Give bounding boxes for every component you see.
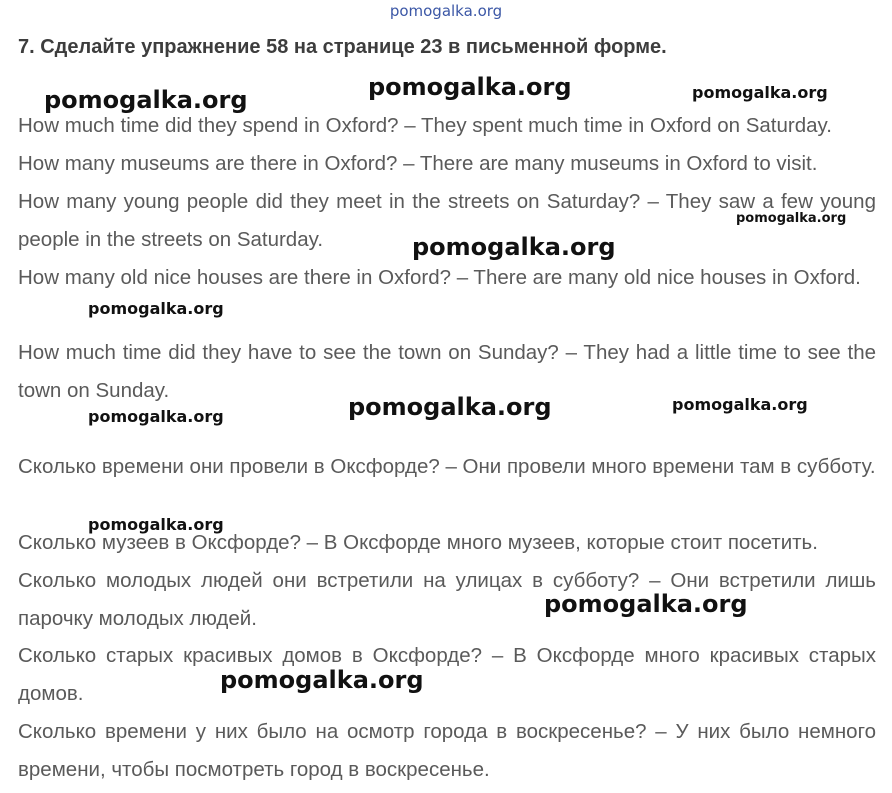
site-link[interactable]: pomogalka.org xyxy=(389,2,503,20)
russian-answer-5: Сколько времени у них было на осмотр города в воскресенье? – У них было немного времени, чтобы посмотреть город в воскресенье. xyxy=(18,720,876,781)
english-answer-4: How many old nice houses are there in Oxford? – There are many old nice houses in Oxford. xyxy=(18,266,861,289)
english-answer-1: How much time did they spend in Oxford? – They spent much time in Oxford on Saturday. xyxy=(18,114,832,137)
watermark: pomogalka.org xyxy=(692,83,828,102)
watermark: pomogalka.org xyxy=(88,299,224,318)
exercise-title: 7. Сделайте упражнение 58 на странице 23 в письменной форме. xyxy=(18,36,667,58)
english-answer-5: How much time did they have to see the town on Sunday? – They had a little time to see the town on Sunday. xyxy=(18,341,876,402)
russian-answer-4: Сколько старых красивых домов в Оксфорде? – В Оксфорде много красивых старых домов. xyxy=(18,644,876,705)
watermark: pomogalka.org xyxy=(672,395,808,414)
english-answer-3: How many young people did they meet in the streets on Saturday? – They saw a few young people in the streets on Saturday. xyxy=(18,190,876,251)
english-answer-2: How many museums are there in Oxford? – There are many museums in Oxford to visit. xyxy=(18,152,818,175)
watermark: pomogalka.org xyxy=(88,515,224,534)
watermark: pomogalka.org xyxy=(44,86,248,114)
russian-answer-1: Сколько времени они провели в Оксфорде? – Они провели много времени там в субботу. xyxy=(18,455,876,478)
watermark: pomogalka.org xyxy=(544,590,748,618)
watermark: pomogalka.org xyxy=(412,233,616,261)
russian-answer-2: Сколько музеев в Оксфорде? – В Оксфорде много музеев, которые стоит посетить. xyxy=(18,531,818,554)
watermark: pomogalka.org xyxy=(736,211,847,226)
watermark: pomogalka.org xyxy=(368,73,572,101)
watermark: pomogalka.org xyxy=(348,393,552,421)
watermark: pomogalka.org xyxy=(220,666,424,694)
russian-answer-3: Сколько молодых людей они встретили на улицах в субботу? – Они встретили лишь парочку молодых людей. xyxy=(18,569,876,630)
watermark: pomogalka.org xyxy=(88,407,224,426)
